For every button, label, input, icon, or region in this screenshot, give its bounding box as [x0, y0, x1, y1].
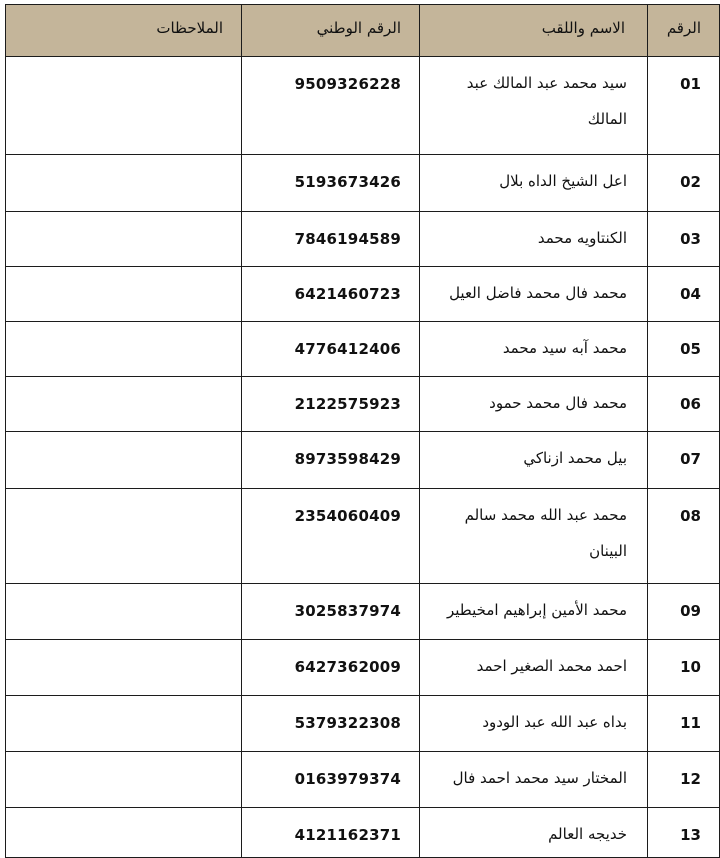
row-name-text: محمد فال محمد حمود — [489, 394, 627, 412]
table-header-row — [6, 5, 720, 57]
row-notes — [6, 212, 242, 267]
row-number: 06 — [648, 377, 720, 432]
row-number: 13 — [648, 808, 720, 858]
row-name — [420, 752, 648, 808]
row-national-id: 4776412406 — [242, 322, 420, 377]
row-name-text: محمد عبد الله محمد سالم البينان — [464, 506, 627, 560]
row-name — [420, 808, 648, 858]
header-notes: الملاحظات — [6, 5, 242, 57]
row-national-id: 5193673426 — [242, 155, 420, 212]
row-number: 09 — [648, 584, 720, 640]
row-name-text: بداه عبد الله عبد الودود — [482, 713, 627, 731]
row-name-text: محمد فال محمد فاضل العيل — [449, 284, 627, 302]
row-number: 01 — [648, 57, 720, 155]
header-number: الرقم — [648, 5, 720, 57]
table-row — [6, 377, 720, 432]
row-notes — [6, 808, 242, 858]
table-row — [6, 267, 720, 322]
header-name: الاسم واللقب — [420, 5, 648, 57]
row-name — [420, 377, 648, 432]
row-national-id: 5379322308 — [242, 696, 420, 752]
row-notes — [6, 696, 242, 752]
row-notes — [6, 489, 242, 584]
row-national-id: 6427362009 — [242, 640, 420, 696]
table-row — [6, 696, 720, 752]
row-national-id: 8973598429 — [242, 432, 420, 489]
table-row — [6, 752, 720, 808]
row-name-text: محمد آبه سيد محمد — [502, 339, 627, 357]
row-notes — [6, 267, 242, 322]
row-number: 03 — [648, 212, 720, 267]
row-number: 12 — [648, 752, 720, 808]
row-national-id: 2122575923 — [242, 377, 420, 432]
row-number: 05 — [648, 322, 720, 377]
row-name — [420, 57, 648, 155]
table-row — [6, 57, 720, 155]
names-table — [5, 4, 720, 858]
row-name — [420, 696, 648, 752]
row-name — [420, 155, 648, 212]
row-national-id: 3025837974 — [242, 584, 420, 640]
row-name — [420, 267, 648, 322]
row-name-text: احمد محمد الصغير احمد — [476, 657, 627, 675]
table-row — [6, 808, 720, 858]
row-national-id: 4121162371 — [242, 808, 420, 858]
row-notes — [6, 640, 242, 696]
row-name-text: اعل الشيخ الداه بلال — [499, 172, 627, 190]
row-national-id: 9509326228 — [242, 57, 420, 155]
row-notes — [6, 377, 242, 432]
table-row — [6, 212, 720, 267]
table-row — [6, 432, 720, 489]
row-name — [420, 212, 648, 267]
row-notes — [6, 752, 242, 808]
row-national-id: 2354060409 — [242, 489, 420, 584]
row-notes — [6, 584, 242, 640]
row-name-text: المختار سيد محمد احمد فال — [452, 769, 627, 787]
row-national-id: 7846194589 — [242, 212, 420, 267]
row-name-text: بيل محمد ازناكي — [523, 449, 627, 467]
row-name-text: الكنتاويه محمد — [537, 229, 627, 247]
row-number: 02 — [648, 155, 720, 212]
row-name-text: خديجه العالم — [548, 825, 627, 843]
row-notes — [6, 322, 242, 377]
row-number: 10 — [648, 640, 720, 696]
row-national-id: 0163979374 — [242, 752, 420, 808]
table-row — [6, 489, 720, 584]
table-row — [6, 584, 720, 640]
row-name — [420, 489, 648, 584]
row-notes — [6, 432, 242, 489]
row-notes — [6, 57, 242, 155]
row-national-id: 6421460723 — [242, 267, 420, 322]
row-number: 11 — [648, 696, 720, 752]
row-number: 07 — [648, 432, 720, 489]
header-national-id: الرقم الوطني — [242, 5, 420, 57]
table-row — [6, 640, 720, 696]
row-name — [420, 432, 648, 489]
table-row — [6, 155, 720, 212]
row-name-text: سيد محمد عبد المالك عبد المالك — [466, 74, 627, 128]
row-number: 04 — [648, 267, 720, 322]
row-notes — [6, 155, 242, 212]
row-name — [420, 640, 648, 696]
row-number: 08 — [648, 489, 720, 584]
row-name — [420, 584, 648, 640]
table-row — [6, 322, 720, 377]
row-name-text: محمد الأمين إبراهيم امخيطير — [447, 601, 627, 619]
row-name — [420, 322, 648, 377]
